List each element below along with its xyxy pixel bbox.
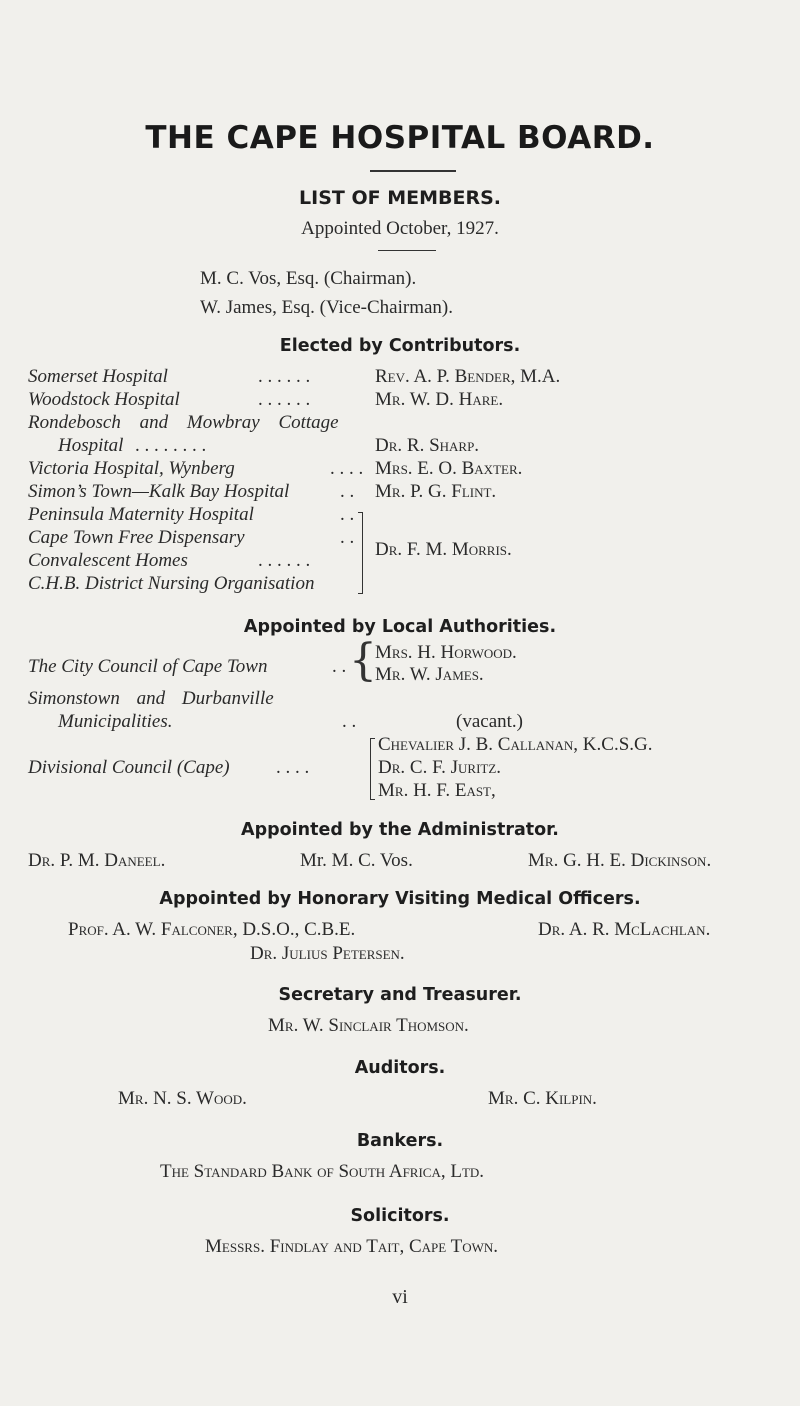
simonstown-label-2: Municipalities. bbox=[58, 711, 173, 732]
contributor-row-left: Victoria Hospital, Wynberg bbox=[28, 458, 235, 479]
group-brace bbox=[358, 512, 363, 594]
divisional-brace bbox=[370, 738, 375, 800]
divisional-member: Chevalier J. B. Callanan, K.C.S.G. bbox=[378, 734, 653, 755]
contributor-row-dots: . . . . . . bbox=[258, 366, 311, 387]
divisional-member: Mr. H. F. East, bbox=[378, 780, 496, 801]
bank-name: The Standard Bank of South Africa, Ltd. bbox=[160, 1161, 485, 1182]
contributor-row-dots: . . . . . . . . bbox=[135, 435, 207, 456]
appointed-date: Appointed October, 1927. bbox=[301, 218, 499, 239]
divisional-member: Dr. C. F. Juritz. bbox=[378, 757, 502, 778]
short-rule bbox=[378, 250, 436, 251]
honorary-member: Dr. A. R. McLachlan. bbox=[538, 919, 711, 940]
title-rule bbox=[370, 170, 456, 172]
chairman: M. C. Vos, Esq. (Chairman). bbox=[200, 268, 417, 289]
honorary-member: Prof. A. W. Falconer, D.S.O., C.B.E. bbox=[68, 919, 356, 940]
vice-chairman: W. James, Esq. (Vice-Chairman). bbox=[200, 297, 454, 318]
divisional-dots: . . . . bbox=[276, 757, 310, 778]
contributor-row-right: Rev. A. P. Bender, M.A. bbox=[375, 366, 561, 387]
contributor-row-dots: . . bbox=[340, 504, 355, 525]
contributor-row-dots: . . . . . . bbox=[258, 550, 311, 571]
simonstown-member: (vacant.) bbox=[456, 711, 523, 732]
bankers-heading: Bankers. bbox=[356, 1131, 444, 1151]
contributor-row-dots: . . . . bbox=[330, 458, 364, 479]
auditor: Mr. N. S. Wood. bbox=[118, 1088, 247, 1109]
contributor-row-right: Mr. P. G. Flint. bbox=[375, 481, 497, 502]
contributor-row-left: Convalescent Homes bbox=[28, 550, 188, 571]
city-council-label: The City Council of Cape Town bbox=[28, 656, 268, 677]
contributor-row-right: Dr. R. Sharp. bbox=[375, 435, 480, 456]
contributor-row-dots: . . bbox=[340, 481, 355, 502]
local-heading: Appointed by Local Authorities. bbox=[243, 617, 557, 637]
auditors-heading: Auditors. bbox=[354, 1058, 446, 1078]
contributor-row-left: C.H.B. District Nursing Organisation bbox=[28, 573, 315, 594]
page-title: THE CAPE HOSPITAL BOARD. bbox=[145, 120, 655, 156]
solicitor-name: Messrs. Findlay and Tait, Cape Town. bbox=[205, 1236, 499, 1257]
contributor-row-left: Simon’s Town—Kalk Bay Hospital bbox=[28, 481, 290, 502]
page-number: vi bbox=[392, 1286, 408, 1308]
contributors-heading: Elected by Contributors. bbox=[279, 336, 521, 356]
contributor-row-dots: . . . . . . bbox=[258, 389, 311, 410]
solicitors-heading: Solicitors. bbox=[350, 1206, 450, 1226]
simonstown-dots: . . bbox=[342, 711, 357, 732]
group-member: Dr. F. M. Morris. bbox=[375, 539, 512, 560]
administrator-member: Mr. M. C. Vos. bbox=[300, 850, 413, 871]
contributor-row-left: Hospital bbox=[58, 435, 124, 456]
list-heading: LIST OF MEMBERS. bbox=[299, 187, 501, 209]
secretary-heading: Secretary and Treasurer. bbox=[278, 985, 522, 1005]
city-member: Mrs. H. Horwood. bbox=[375, 642, 517, 663]
simonstown-label: Simonstown and Durbanville bbox=[28, 688, 274, 709]
contributor-row-left: Cape Town Free Dispensary bbox=[28, 527, 245, 548]
city-brace: { bbox=[349, 635, 377, 686]
contributor-row-left: Somerset Hospital bbox=[28, 366, 168, 387]
contributor-row-dots: . . bbox=[340, 527, 355, 548]
city-member: Mr. W. James. bbox=[375, 664, 484, 685]
contributor-row-right: Mr. W. D. Hare. bbox=[375, 389, 504, 410]
auditor: Mr. C. Kilpin. bbox=[488, 1088, 597, 1109]
contributor-row-left: Woodstock Hospital bbox=[28, 389, 180, 410]
divisional-label: Divisional Council (Cape) bbox=[28, 757, 230, 778]
honorary-member: Dr. Julius Petersen. bbox=[250, 943, 405, 964]
contributor-row-left: Rondebosch and Mowbray Cottage bbox=[28, 412, 339, 433]
administrator-member: Dr. P. M. Daneel. bbox=[28, 850, 166, 871]
contributor-row-left: Peninsula Maternity Hospital bbox=[28, 504, 254, 525]
city-dots: . . bbox=[332, 656, 347, 677]
administrator-member: Mr. G. H. E. Dickinson. bbox=[528, 850, 712, 871]
administrator-heading: Appointed by the Administrator. bbox=[241, 820, 559, 840]
secretary-name: Mr. W. Sinclair Thomson. bbox=[268, 1015, 469, 1036]
honorary-heading: Appointed by Honorary Visiting Medical Officers. bbox=[159, 889, 641, 909]
contributor-row-right: Mrs. E. O. Baxter. bbox=[375, 458, 523, 479]
